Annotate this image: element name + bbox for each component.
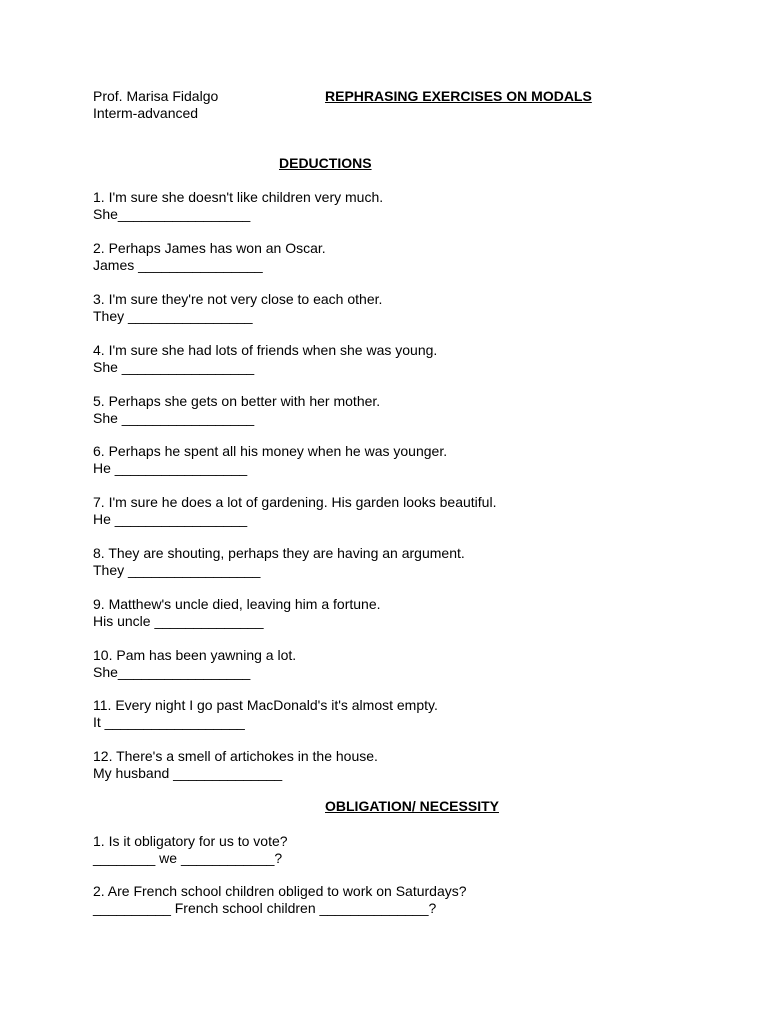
exercise-item (93, 833, 693, 867)
exercise-answer-line: His uncle ______________ (93, 613, 264, 629)
exercise-answer-line: My husband ______________ (93, 765, 283, 781)
exercise-answer-line: She_________________ (93, 664, 251, 680)
exercise-answer-line: She_________________ (93, 206, 251, 222)
exercise-question: 6. Perhaps he spent all his money when he was younger. (93, 443, 448, 459)
exercise-question: 10. Pam has been yawning a lot. (93, 647, 297, 663)
section-heading-deductions: DEDUCTIONS (279, 155, 372, 171)
exercise-question: 8. They are shouting, perhaps they are having an argument. (93, 545, 465, 561)
exercise-item (93, 189, 693, 223)
exercise-question: 12. There's a smell of artichokes in the house. (93, 748, 378, 764)
exercise-item (93, 545, 693, 579)
exercise-item (93, 443, 693, 477)
exercise-answer-line: ________ we ____________? (93, 850, 283, 866)
exercise-answer-line: She _________________ (93, 359, 255, 375)
exercise-question: 9. Matthew's uncle died, leaving him a fortune. (93, 596, 381, 612)
exercise-question: 4. I'm sure she had lots of friends when she was young. (93, 342, 438, 358)
exercise-answer-line: They ________________ (93, 308, 253, 324)
exercise-question: 1. Is it obligatory for us to vote? (93, 833, 288, 849)
exercise-question: 2. Perhaps James has won an Oscar. (93, 240, 326, 256)
page-title: REPHRASING EXERCISES ON MODALS (325, 88, 592, 104)
exercise-answer-line: James ________________ (93, 257, 263, 273)
level-label: Interm-advanced (93, 105, 199, 121)
section-heading-obligation: OBLIGATION/ NECESSITY (325, 798, 499, 814)
exercise-item (93, 494, 693, 528)
exercise-item (93, 697, 693, 731)
exercise-item (93, 291, 693, 325)
author-name: Prof. Marisa Fidalgo (93, 88, 219, 104)
exercise-question: 5. Perhaps she gets on better with her mother. (93, 393, 381, 409)
exercise-answer-line: He _________________ (93, 511, 248, 527)
exercise-item (93, 342, 693, 376)
exercise-item (93, 240, 693, 274)
exercise-question: 1. I'm sure she doesn't like children very much. (93, 189, 384, 205)
exercise-answer-line: He _________________ (93, 460, 248, 476)
exercise-item (93, 393, 693, 427)
exercise-answer-line: They _________________ (93, 562, 261, 578)
exercise-item (93, 883, 693, 917)
exercise-question: 11. Every night I go past MacDonald's it's almost empty. (93, 697, 438, 713)
exercise-answer-line: It __________________ (93, 714, 245, 730)
exercise-item (93, 647, 693, 681)
exercise-question: 2. Are French school children obliged to work on Saturdays? (93, 883, 467, 899)
exercise-item (93, 748, 693, 782)
exercise-question: 7. I'm sure he does a lot of gardening. His garden looks beautiful. (93, 494, 497, 510)
exercise-answer-line: __________ French school children ______________? (93, 900, 437, 916)
exercise-answer-line: She _________________ (93, 410, 255, 426)
exercise-item (93, 596, 693, 630)
exercise-question: 3. I'm sure they're not very close to each other. (93, 291, 383, 307)
